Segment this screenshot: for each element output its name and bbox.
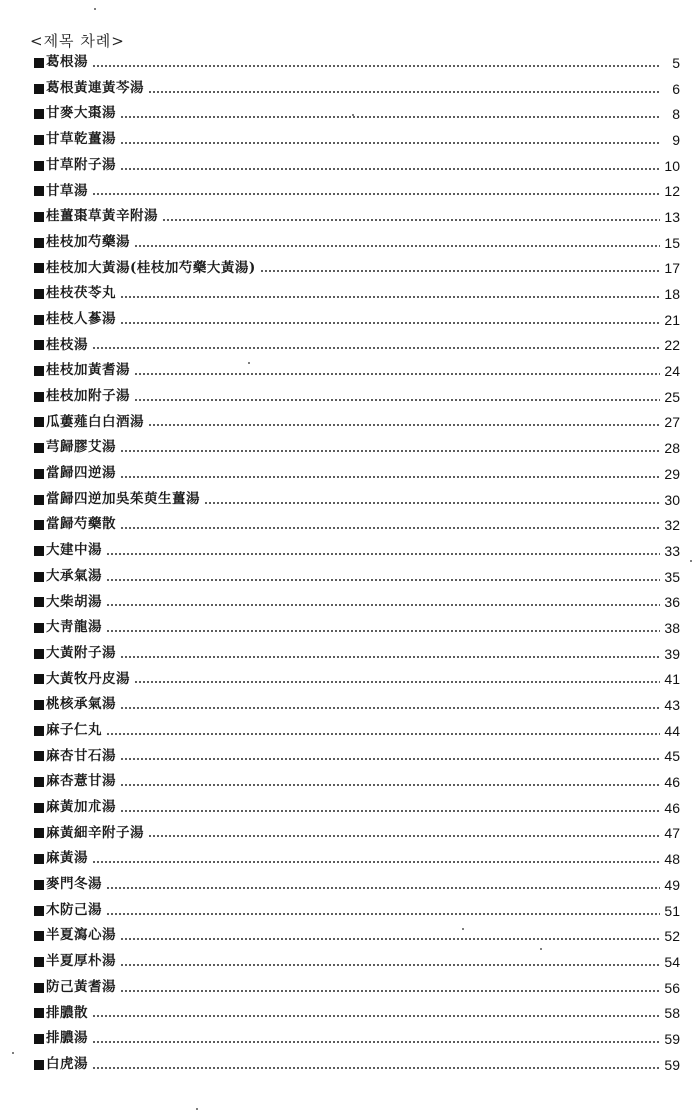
toc-entry-title: 桂枝加附子湯 [46, 388, 130, 405]
square-bullet-icon [34, 417, 44, 427]
dot-leader [162, 218, 660, 222]
square-bullet-icon [34, 1008, 44, 1018]
dot-leader [92, 1014, 660, 1018]
toc-entry [34, 923, 680, 949]
square-bullet-icon [34, 931, 44, 941]
toc-entry-page: 6 [672, 80, 680, 97]
square-bullet-icon [34, 495, 44, 505]
toc-entry [34, 461, 680, 487]
toc-entry-page: 54 [664, 953, 680, 970]
square-bullet-icon [34, 777, 44, 787]
square-bullet-icon [34, 726, 44, 736]
dot-leader [106, 732, 660, 736]
toc-entry-title: 木防己湯 [46, 901, 102, 918]
toc-list [34, 50, 680, 1078]
toc-entry-title: 麻黃加朮湯 [46, 799, 116, 816]
toc-entry-title: 麻黃湯 [46, 850, 88, 867]
square-bullet-icon [34, 238, 44, 248]
toc-entry-title: 當歸芍藥散 [46, 516, 116, 533]
dot-leader [120, 655, 660, 659]
toc-entry-page: 38 [664, 619, 680, 636]
scan-speck [12, 1052, 14, 1054]
toc-entry-title: 甘草乾薑湯 [46, 131, 116, 148]
toc-entry-page: 36 [664, 594, 680, 611]
toc-entry-page: 33 [664, 542, 680, 559]
scan-speck [462, 928, 464, 930]
toc-entry-page: 59 [664, 1030, 680, 1047]
toc-entry [34, 358, 680, 384]
square-bullet-icon [34, 674, 44, 684]
toc-entry-page: 15 [664, 234, 680, 251]
dot-leader [92, 192, 660, 196]
toc-entry [34, 795, 680, 821]
dot-leader [92, 1066, 660, 1070]
dot-leader [120, 295, 660, 299]
toc-entry-page: 21 [664, 311, 680, 328]
dot-leader [120, 757, 660, 761]
square-bullet-icon [34, 649, 44, 659]
square-bullet-icon [34, 906, 44, 916]
toc-entry-page: 51 [664, 902, 680, 919]
toc-entry-title: 半夏瀉心湯 [46, 927, 116, 944]
toc-entry [34, 769, 680, 795]
square-bullet-icon [34, 1034, 44, 1044]
toc-entry-page: 45 [664, 748, 680, 765]
square-bullet-icon [34, 546, 44, 556]
toc-entry [34, 538, 680, 564]
dot-leader [134, 244, 660, 248]
dot-leader [120, 937, 660, 941]
toc-entry-page: 13 [664, 208, 680, 225]
toc-entry-title: 桂枝湯 [46, 336, 88, 353]
toc-entry-title: 當歸四逆加吳茱萸生薑湯 [46, 490, 200, 507]
scan-speck [94, 8, 96, 10]
toc-entry [34, 589, 680, 615]
toc-entry [34, 435, 680, 461]
toc-entry [34, 1052, 680, 1078]
toc-entry [34, 410, 680, 436]
toc-entry-page: 25 [664, 388, 680, 405]
dot-leader [106, 886, 660, 890]
dot-leader [106, 578, 660, 582]
dot-leader [106, 629, 660, 633]
toc-entry [34, 204, 680, 230]
toc-entry-title: 瓜蔞薤白白酒湯 [46, 413, 144, 430]
toc-entry [34, 744, 680, 770]
dot-leader [120, 475, 660, 479]
toc-entry-page: 43 [664, 697, 680, 714]
toc-entry-title: 麻黃細辛附子湯 [46, 824, 144, 841]
toc-entry-page: 28 [664, 440, 680, 457]
toc-entry [34, 256, 680, 282]
square-bullet-icon [34, 315, 44, 325]
toc-entry-title: 大承氣湯 [46, 567, 102, 584]
toc-entry-page: 39 [664, 645, 680, 662]
square-bullet-icon [34, 957, 44, 967]
toc-entry-title: 甘草湯 [46, 182, 88, 199]
dot-leader [106, 603, 660, 607]
toc-entry [34, 512, 680, 538]
square-bullet-icon [34, 366, 44, 376]
dot-leader [120, 963, 660, 967]
toc-entry [34, 281, 680, 307]
square-bullet-icon [34, 828, 44, 838]
toc-entry-page: 17 [664, 260, 680, 277]
toc-entry-title: 半夏厚朴湯 [46, 953, 116, 970]
toc-entry-page: 59 [664, 1056, 680, 1073]
dot-leader [120, 809, 660, 813]
toc-entry [34, 692, 680, 718]
scan-speck [540, 948, 542, 950]
square-bullet-icon [34, 854, 44, 864]
toc-entry [34, 641, 680, 667]
toc-entry-page: 24 [664, 363, 680, 380]
dot-leader [134, 680, 660, 684]
square-bullet-icon [34, 84, 44, 94]
dot-leader [120, 989, 660, 993]
toc-entry-title: 大柴胡湯 [46, 593, 102, 610]
toc-entry-page: 56 [664, 979, 680, 996]
toc-entry-title: 芎歸膠艾湯 [46, 439, 116, 456]
toc-entry-page: 5 [672, 54, 680, 71]
dot-leader [134, 372, 660, 376]
toc-entry [34, 307, 680, 333]
dot-leader [134, 398, 660, 402]
toc-entry [34, 564, 680, 590]
square-bullet-icon [34, 263, 44, 273]
toc-entry-title: 麻杏薏甘湯 [46, 773, 116, 790]
square-bullet-icon [34, 186, 44, 196]
toc-entry-page: 46 [664, 799, 680, 816]
toc-entry [34, 50, 680, 76]
dot-leader [106, 912, 660, 916]
toc-entry-title: 排膿散 [46, 1004, 88, 1021]
toc-entry-page: 9 [672, 131, 680, 148]
square-bullet-icon [34, 803, 44, 813]
toc-entry [34, 898, 680, 924]
toc-heading: <제목 차례> [30, 32, 125, 50]
dot-leader [148, 90, 660, 94]
square-bullet-icon [34, 751, 44, 761]
toc-entry-page: 44 [664, 722, 680, 739]
toc-entry-page: 18 [664, 286, 680, 303]
toc-entry-page: 10 [664, 157, 680, 174]
dot-leader [120, 783, 660, 787]
toc-entry [34, 975, 680, 1001]
square-bullet-icon [34, 58, 44, 68]
square-bullet-icon [34, 700, 44, 710]
toc-entry-title: 防己黃耆湯 [46, 978, 116, 995]
square-bullet-icon [34, 880, 44, 890]
dot-leader [92, 346, 660, 350]
toc-entry [34, 1026, 680, 1052]
toc-entry [34, 178, 680, 204]
toc-entry-page: 49 [664, 876, 680, 893]
square-bullet-icon [34, 392, 44, 402]
dot-leader [204, 501, 660, 505]
scan-speck [690, 560, 692, 562]
toc-entry-title: 葛根湯 [46, 54, 88, 71]
toc-entry-title: 桃核承氣湯 [46, 696, 116, 713]
toc-entry [34, 76, 680, 102]
square-bullet-icon [34, 289, 44, 299]
dot-leader [92, 1040, 660, 1044]
toc-entry-page: 47 [664, 825, 680, 842]
toc-entry-title: 大建中湯 [46, 542, 102, 559]
dot-leader [120, 449, 660, 453]
toc-entry [34, 821, 680, 847]
dot-leader [260, 269, 660, 273]
toc-entry [34, 153, 680, 179]
toc-entry [34, 949, 680, 975]
toc-entry-page: 58 [664, 1005, 680, 1022]
toc-entry [34, 1000, 680, 1026]
toc-entry [34, 333, 680, 359]
scan-speck [352, 114, 354, 116]
toc-entry-page: 52 [664, 928, 680, 945]
dot-leader [92, 860, 660, 864]
dot-leader [92, 64, 660, 68]
toc-entry-page: 48 [664, 851, 680, 868]
toc-entry [34, 718, 680, 744]
dot-leader [120, 115, 660, 119]
toc-entry [34, 487, 680, 513]
toc-entry-page: 41 [664, 671, 680, 688]
dot-leader [120, 167, 660, 171]
toc-entry-title: 葛根黃連黃芩湯 [46, 79, 144, 96]
square-bullet-icon [34, 340, 44, 350]
toc-entry [34, 101, 680, 127]
toc-entry-title: 桂枝人蔘湯 [46, 310, 116, 327]
scan-speck [248, 362, 250, 364]
square-bullet-icon [34, 443, 44, 453]
square-bullet-icon [34, 597, 44, 607]
dot-leader [120, 141, 660, 145]
toc-entry-title: 桂枝加大黃湯(桂枝加芍藥大黃湯) [46, 259, 256, 276]
toc-entry-title: 麥門冬湯 [46, 876, 102, 893]
toc-entry [34, 127, 680, 153]
toc-entry-title: 桂薑棗草黃辛附湯 [46, 208, 158, 225]
square-bullet-icon [34, 109, 44, 119]
square-bullet-icon [34, 520, 44, 530]
square-bullet-icon [34, 983, 44, 993]
dot-leader [148, 423, 660, 427]
toc-entry-page: 46 [664, 774, 680, 791]
toc-entry [34, 230, 680, 256]
toc-entry-page: 22 [664, 337, 680, 354]
square-bullet-icon [34, 623, 44, 633]
square-bullet-icon [34, 1060, 44, 1070]
toc-entry [34, 872, 680, 898]
toc-entry-title: 當歸四逆湯 [46, 465, 116, 482]
toc-entry-title: 大黃牧丹皮湯 [46, 670, 130, 687]
toc-entry-page: 27 [664, 414, 680, 431]
dot-leader [120, 706, 660, 710]
toc-entry-title: 甘草附子湯 [46, 156, 116, 173]
square-bullet-icon [34, 161, 44, 171]
toc-entry-title: 桂枝茯苓丸 [46, 285, 116, 302]
toc-entry-title: 大靑龍湯 [46, 619, 102, 636]
toc-entry-title: 桂枝加黃耆湯 [46, 362, 130, 379]
toc-entry-title: 白虎湯 [46, 1055, 88, 1072]
toc-entry-page: 29 [664, 465, 680, 482]
square-bullet-icon [34, 135, 44, 145]
toc-entry-title: 甘麥大棗湯 [46, 105, 116, 122]
toc-entry-title: 桂枝加芍藥湯 [46, 233, 130, 250]
toc-entry-page: 12 [664, 183, 680, 200]
dot-leader [120, 321, 660, 325]
dot-leader [120, 526, 660, 530]
toc-entry-title: 麻杏甘石湯 [46, 747, 116, 764]
toc-entry-page: 8 [672, 106, 680, 123]
toc-entry-page: 35 [664, 568, 680, 585]
toc-entry [34, 667, 680, 693]
dot-leader [106, 552, 660, 556]
square-bullet-icon [34, 469, 44, 479]
toc-entry-page: 32 [664, 517, 680, 534]
toc-entry-title: 麻子仁丸 [46, 721, 102, 738]
square-bullet-icon [34, 212, 44, 222]
toc-entry-title: 排膿湯 [46, 1030, 88, 1047]
scan-speck [196, 1108, 198, 1110]
toc-entry-page: 30 [664, 491, 680, 508]
toc-entry-title: 大黃附子湯 [46, 644, 116, 661]
toc-entry [34, 615, 680, 641]
toc-entry [34, 384, 680, 410]
square-bullet-icon [34, 572, 44, 582]
dot-leader [148, 834, 660, 838]
toc-entry [34, 846, 680, 872]
